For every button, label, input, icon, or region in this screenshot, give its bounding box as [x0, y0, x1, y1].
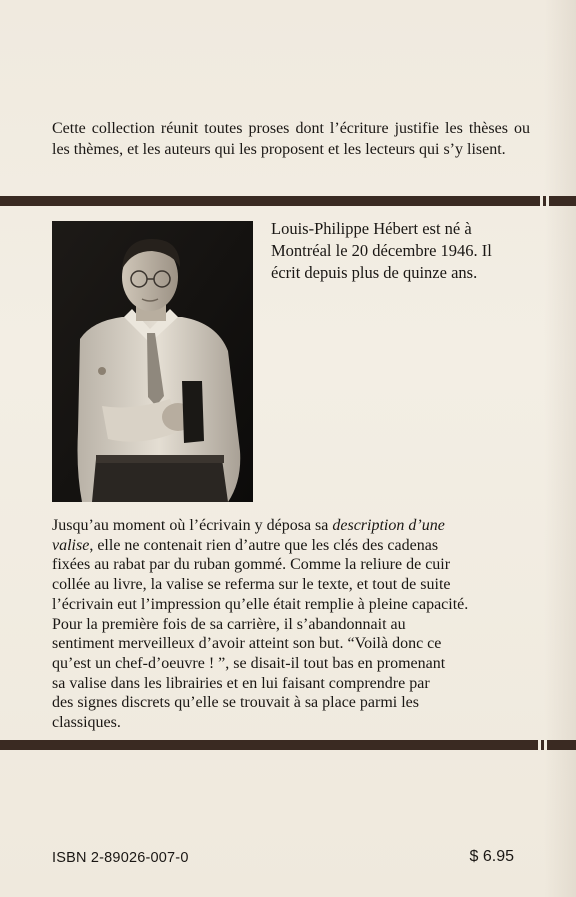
blurb-line: sa valise dans les librairies et en lui faisant comprendre par — [52, 674, 430, 692]
author-bio-text: Louis-Philippe Hébert est né à Montréal le 20 décembre 1946. Il écrit depuis plus de quinze ans. — [271, 219, 492, 282]
isbn-number: ISBN 2-89026-007-0 — [52, 850, 189, 866]
blurb-line: l’écrivain eut l’impression qu’elle était remplie à pleine capacité. — [52, 595, 469, 613]
author-bio — [271, 218, 511, 284]
author-portrait-image — [52, 221, 253, 502]
blurb-line: sentiment merveilleux d’avoir atteint son but. “Voilà donc ce — [52, 635, 442, 653]
blurb-line: des signes discrets qu’elle se trouvait à sa place parmi les — [52, 694, 419, 712]
blurb-line: collée au livre, la valise se referma sur le texte, et tout de suite — [52, 576, 451, 594]
book-blurb — [52, 516, 532, 733]
blurb-line: Jusqu’au moment où l’écrivain y déposa sa description d’une — [52, 517, 445, 534]
divider-top — [0, 196, 576, 206]
blurb-line: valise, elle ne contenait rien d’autre que les clés des cadenas — [52, 536, 439, 554]
divider-bottom — [0, 740, 576, 750]
collection-intro: Cette collection réunit toutes proses dont l’écriture justifie les thèses ou les thèmes, et les auteurs qui les proposent et les lecteurs qui s’y lisent. — [52, 120, 530, 158]
page-edge-shadow — [544, 0, 576, 897]
blurb-line: Pour la première fois de sa carrière, il s’abandonnait au — [52, 615, 406, 633]
blurb-line: fixées au rabat par du ruban gommé. Comme la reliure de cuir — [52, 556, 451, 574]
blurb-line: qu’est un chef-d’oeuvre ! ”, se disait-il tout bas en promenant — [52, 654, 446, 672]
author-photo — [52, 221, 253, 502]
blurb-line: classiques. — [52, 714, 121, 732]
price-label: $ 6.95 — [469, 848, 514, 865]
